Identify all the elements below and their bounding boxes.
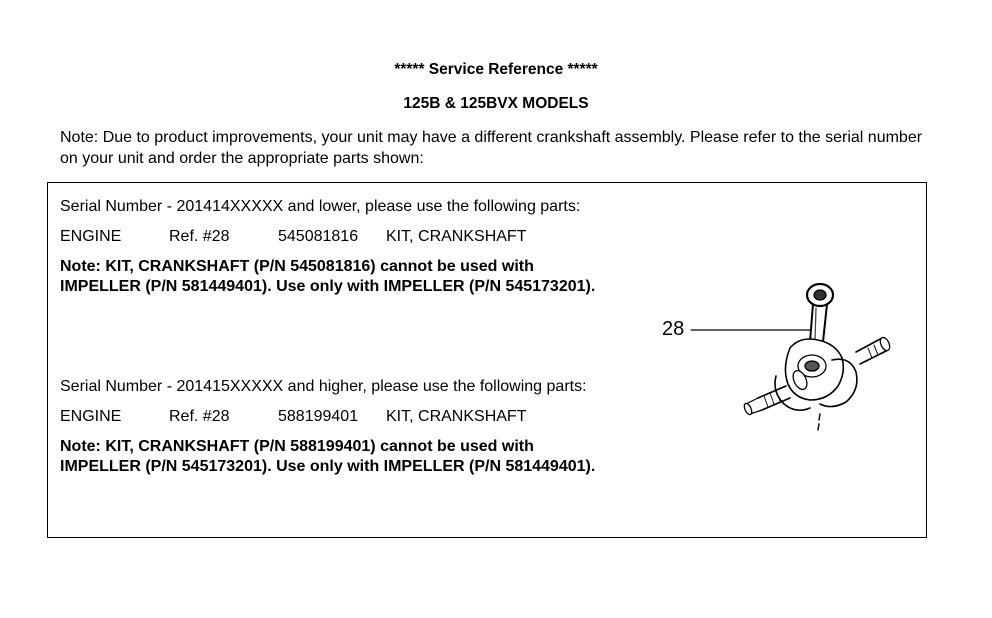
part-number: 588199401	[278, 408, 359, 425]
part-system: ENGINE	[60, 408, 122, 425]
serial-section-higher	[60, 377, 605, 477]
part-description: KIT, CRANKSHAFT	[386, 228, 527, 245]
compatibility-warning: Note: KIT, CRANKSHAFT (P/N 588199401) cannot be used with IMPELLER (P/N 545173201). Use only with IMPELLER (P/N 581449401).	[60, 438, 596, 475]
page-title: ***** Service Reference *****	[394, 61, 598, 78]
part-row	[60, 407, 605, 427]
part-description: KIT, CRANKSHAFT	[386, 408, 527, 425]
models-heading: 125B & 125BVX MODELS	[403, 95, 589, 112]
serial-range-text: Serial Number - 201415XXXXX and higher, please use the following parts:	[60, 378, 587, 395]
part-system: ENGINE	[60, 228, 122, 245]
crankshaft-illustration-icon	[660, 268, 900, 438]
part-number: 545081816	[278, 228, 359, 245]
intro-note: Note: Due to product improvements, your unit may have a different crankshaft assembly. Please refer to the serial number on your unit and order the appropriate parts shown:	[60, 129, 923, 167]
part-ref: Ref. #28	[169, 228, 230, 245]
part-ref: Ref. #28	[169, 408, 230, 425]
serial-range-text: Serial Number - 201414XXXXX and lower, please use the following parts:	[60, 198, 581, 215]
part-row	[60, 227, 605, 247]
compatibility-warning: Note: KIT, CRANKSHAFT (P/N 545081816) cannot be used with IMPELLER (P/N 581449401). Use only with IMPELLER (P/N 545173201).	[60, 258, 596, 295]
diagram-callout-number: 28	[662, 318, 685, 340]
serial-section-lower	[60, 197, 605, 297]
